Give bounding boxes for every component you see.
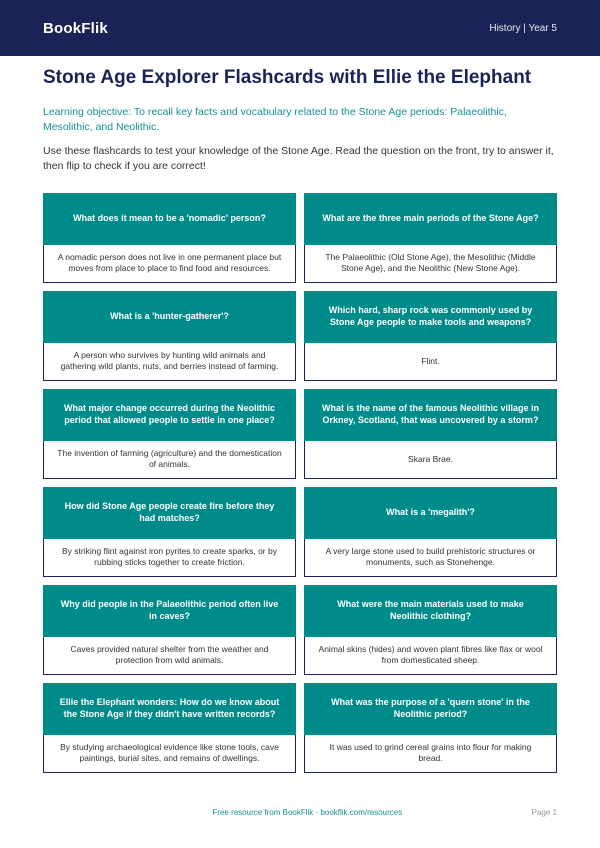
flashcard-question: How did Stone Age people create fire before they had matches? <box>43 487 296 539</box>
flashcard[interactable] <box>304 389 557 479</box>
flashcard-answer: Flint. <box>304 343 557 381</box>
flashcard-question: Why did people in the Palaeolithic period often live in caves? <box>43 585 296 637</box>
flashcard[interactable] <box>304 585 557 675</box>
flashcard-answer: A person who survives by hunting wild animals and gathering wild plants, nuts, and berries instead of farming. <box>43 343 296 381</box>
flashcard-question: Which hard, sharp rock was commonly used by Stone Age people to make tools and weapons? <box>304 291 557 343</box>
footer <box>43 808 557 817</box>
flashcard[interactable] <box>43 193 296 283</box>
flashcard[interactable] <box>304 193 557 283</box>
flashcard-question: What is a 'megalith'? <box>304 487 557 539</box>
subject-year-label: History | Year 5 <box>489 22 557 34</box>
flashcard-answer: By striking flint against iron pyrites to create sparks, or by rubbing sticks together to create friction. <box>43 539 296 577</box>
learning-objective: Learning objective: To recall key facts and vocabulary related to the Stone Age periods: Palaeolithic, Mesolithic, and Neolithic. <box>43 105 507 133</box>
flashcard-answer: The invention of farming (agriculture) and the domestication of animals. <box>43 441 296 479</box>
flashcard[interactable] <box>304 487 557 577</box>
flashcard-answer: Caves provided natural shelter from the weather and protection from wild animals. <box>43 637 296 675</box>
flashcard[interactable] <box>43 389 296 479</box>
header-bar <box>0 0 600 56</box>
flashcard-question: What are the three main periods of the Stone Age? <box>304 193 557 245</box>
flashcard-question: What does it mean to be a 'nomadic' person? <box>43 193 296 245</box>
intro-text: Use these flashcards to test your knowledge of the Stone Age. Read the question on the front, try to answer it, then flip to check if you are correct! <box>43 145 554 173</box>
footer-resource-link[interactable]: Free resource from BookFlik · bookflik.com/resources <box>212 808 403 817</box>
flashcard[interactable] <box>304 291 557 381</box>
flashcard-question: What major change occurred during the Neolithic period that allowed people to settle in one place? <box>43 389 296 441</box>
flashcard-answer: By studying archaeological evidence like stone tools, cave paintings, burial sites, and remains of dwellings. <box>43 735 296 773</box>
flashcard-answer: It was used to grind cereal grains into flour for making bread. <box>304 735 557 773</box>
flashcard-grid <box>43 193 557 773</box>
flashcard-question: Ellie the Elephant wonders: How do we know about the Stone Age if they didn't have written records? <box>43 683 296 735</box>
brand-logo[interactable]: BookFlik <box>43 19 108 37</box>
flashcard[interactable] <box>43 683 296 773</box>
flashcard-answer: The Palaeolithic (Old Stone Age), the Mesolithic (Middle Stone Age), and the Neolithic (New Stone Age). <box>304 245 557 283</box>
page-number: Page 1 <box>531 808 557 817</box>
flashcard-question: What was the purpose of a 'quern stone' in the Neolithic period? <box>304 683 557 735</box>
flashcard[interactable] <box>304 683 557 773</box>
flashcard[interactable] <box>43 585 296 675</box>
flashcard-answer: A very large stone used to build prehistoric structures or monuments, such as Stonehenge. <box>304 539 557 577</box>
flashcard[interactable] <box>43 291 296 381</box>
flashcard-question: What is the name of the famous Neolithic village in Orkney, Scotland, that was uncovered by a storm? <box>304 389 557 441</box>
flashcard-answer: Animal skins (hides) and woven plant fibres like flax or wool from domesticated sheep. <box>304 637 557 675</box>
flashcard-answer: A nomadic person does not live in one permanent place but moves from place to place to find food and resources. <box>43 245 296 283</box>
main-content <box>0 67 600 773</box>
flashcard-question: What is a 'hunter-gatherer'? <box>43 291 296 343</box>
flashcard-question: What were the main materials used to make Neolithic clothing? <box>304 585 557 637</box>
page-title: Stone Age Explorer Flashcards with Ellie the Elephant <box>43 67 532 88</box>
flashcard-answer: Skara Brae. <box>304 441 557 479</box>
flashcard[interactable] <box>43 487 296 577</box>
